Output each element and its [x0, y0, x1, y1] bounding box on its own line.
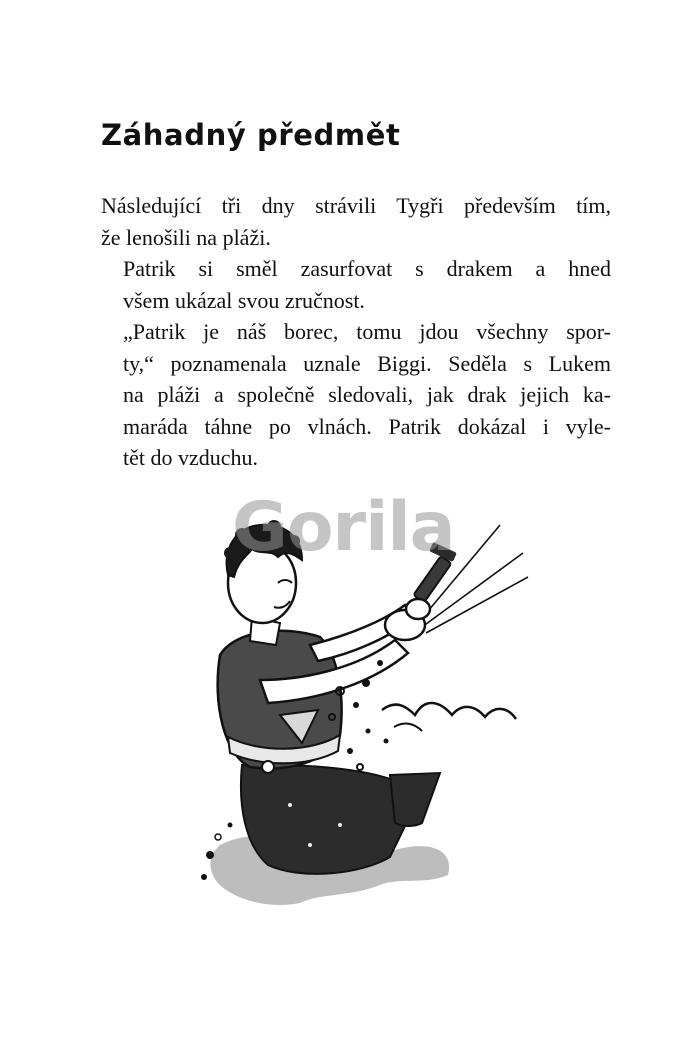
kitesurfer-illustration-icon	[190, 505, 540, 935]
body-text	[101, 190, 611, 474]
paragraph-3	[101, 316, 611, 474]
text-line: tět do vzduchu.	[123, 445, 259, 470]
paragraph-2	[101, 253, 611, 316]
text-line: všem ukázal svou zručnost.	[123, 287, 365, 313]
text-line: ty,“ poznamenala uznale Biggi. Seděla s Lukem	[123, 350, 611, 376]
text-line: maráda táhne po vlnách. Patrik dokázal i vyle-	[123, 413, 611, 439]
text-line: Patrik si směl zasurfovat s drakem a hned	[123, 256, 611, 281]
watermark: Gorila	[232, 488, 455, 567]
text-line: na pláži a společně sledovali, jak drak jejich ka-	[123, 382, 611, 407]
text-line: Následující tři dny strávili Tygři především tím,	[101, 193, 611, 218]
text-line: že lenošili na pláži.	[101, 224, 271, 250]
paragraph-1	[101, 190, 611, 253]
chapter-title: Záhadný předmět	[101, 118, 401, 152]
text-line: „Patrik je náš borec, tomu jdou všechny spor-	[123, 319, 611, 344]
